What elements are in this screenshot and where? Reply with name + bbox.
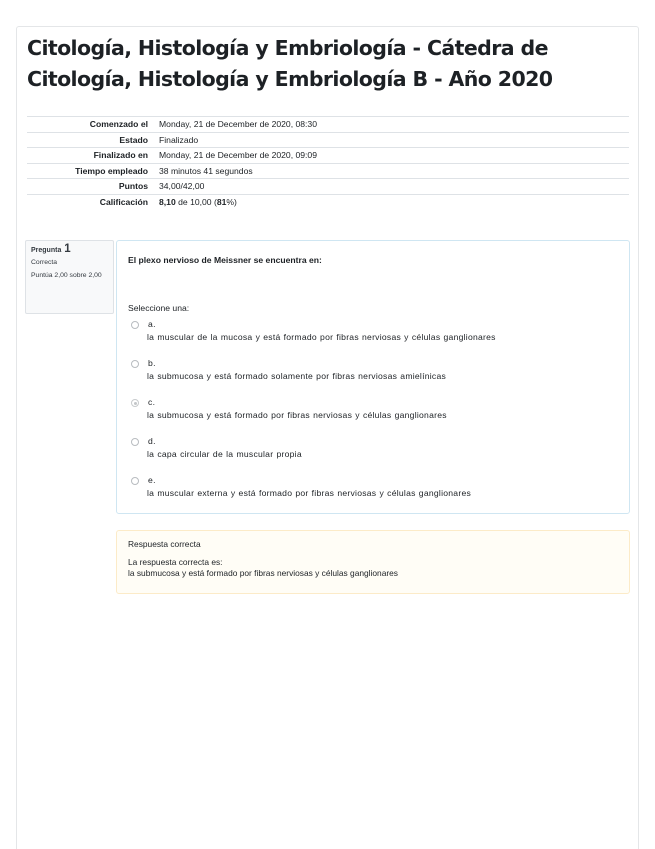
answer-text: la capa circular de la muscular propia bbox=[147, 449, 302, 459]
answer-letter: c. bbox=[148, 397, 156, 407]
question-mark: Puntúa 2,00 sobre 2,00 bbox=[31, 272, 102, 279]
summary-value: 38 minutos 41 segundos bbox=[159, 165, 253, 176]
grade-percent: 81 bbox=[216, 197, 227, 207]
summary-row-finished bbox=[27, 148, 629, 164]
answer-letter: b. bbox=[148, 358, 156, 368]
grade-out-of: de 10,00 ( bbox=[175, 197, 217, 207]
attempt-summary-table bbox=[27, 116, 629, 210]
answer-text: la submucosa y está formado por fibras nerviosas y células ganglionares bbox=[147, 410, 447, 420]
feedback-status: Respuesta correcta bbox=[128, 539, 201, 549]
question-number bbox=[31, 245, 108, 255]
grade-value: 8,10 bbox=[159, 197, 176, 207]
feedback-box bbox=[116, 530, 630, 594]
summary-label: Finalizado en bbox=[93, 150, 148, 161]
quiz-review-page bbox=[16, 26, 639, 849]
radio-button-selected[interactable] bbox=[131, 399, 139, 407]
summary-value bbox=[154, 194, 629, 210]
grade-suffix: %) bbox=[226, 197, 237, 207]
question-state: Correcta bbox=[31, 259, 58, 266]
summary-value: Monday, 21 de December de 2020, 09:09 bbox=[159, 150, 317, 161]
summary-label: Puntos bbox=[118, 181, 148, 192]
summary-value: 34,00/42,00 bbox=[159, 181, 205, 192]
summary-row-time-taken bbox=[27, 163, 629, 179]
radio-button[interactable] bbox=[131, 477, 139, 485]
radio-button[interactable] bbox=[131, 438, 139, 446]
summary-row-state bbox=[27, 132, 629, 148]
answer-text: la muscular de la mucosa y está formado por fibras nerviosas y células ganglionares bbox=[147, 332, 496, 342]
summary-label: Estado bbox=[119, 134, 148, 145]
summary-label: Tiempo empleado bbox=[75, 165, 148, 176]
right-answer-text: la submucosa y está formado por fibras nerviosas y células ganglionares bbox=[128, 567, 398, 578]
question-content-box bbox=[116, 240, 630, 514]
radio-button[interactable] bbox=[131, 321, 139, 329]
summary-row-started bbox=[27, 117, 629, 133]
summary-row-grade bbox=[27, 194, 629, 210]
summary-row-marks bbox=[27, 179, 629, 195]
summary-value: Finalizado bbox=[159, 134, 199, 145]
answer-prompt: Seleccione una: bbox=[128, 303, 190, 313]
answer-letter: e. bbox=[148, 475, 156, 485]
answer-text: la submucosa y está formado solamente por fibras nerviosas amielínicas bbox=[147, 371, 447, 381]
summary-label: Calificación bbox=[99, 197, 148, 207]
answer-letter: a. bbox=[148, 319, 156, 329]
page-title: Citología, Histología y Embriología - Cátedra de Citología, Histología y Embriología B - Año 2020 bbox=[27, 36, 553, 91]
question-number-value: 1 bbox=[64, 243, 71, 255]
question-info-box bbox=[25, 240, 114, 314]
summary-label: Comenzado el bbox=[89, 119, 148, 130]
answer-text: la muscular externa y está formado por fibras nerviosas y células ganglionares bbox=[147, 488, 472, 498]
answer-letter: d. bbox=[148, 436, 156, 446]
question-prefix: Pregunta bbox=[31, 247, 62, 254]
summary-value: Monday, 21 de December de 2020, 08:30 bbox=[159, 119, 317, 130]
radio-button[interactable] bbox=[131, 360, 139, 368]
question-text: El plexo nervioso de Meissner se encuentra en: bbox=[128, 255, 322, 265]
right-answer-label: La respuesta correcta es: bbox=[128, 557, 223, 567]
